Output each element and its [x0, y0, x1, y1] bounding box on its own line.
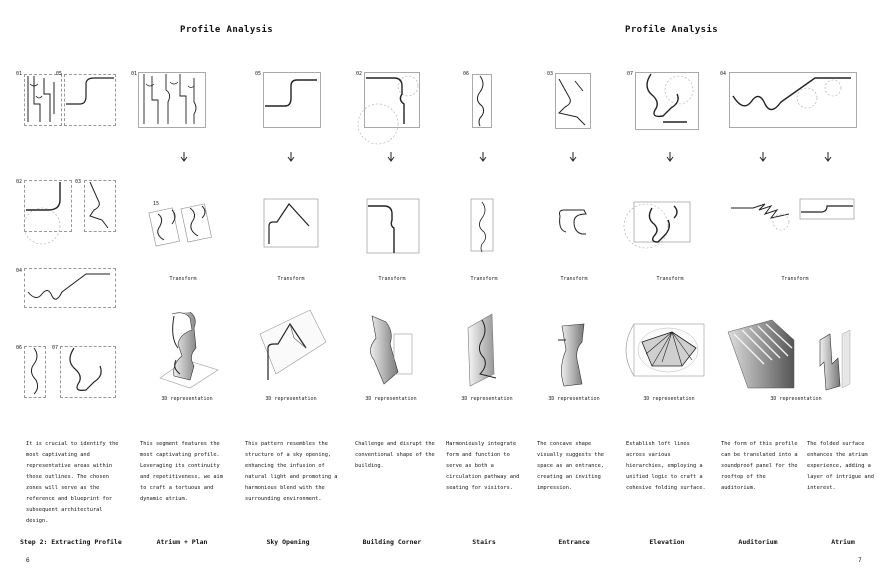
description-paragraph: It is crucial to identify the most captivating and representative areas within those outlines. The chosen zones will serve as the reference and blueprint for subsequent architectural design. [26, 441, 119, 524]
transform-label: Transform [470, 276, 498, 282]
profile-number: 02 [356, 71, 363, 77]
transform-drawing [624, 196, 694, 252]
profile-outline-drawing [364, 72, 418, 126]
arrow-down-icon [569, 152, 577, 162]
description-paragraph: The concave shape visually suggests the space as an entrance, creating an inviting impression. [537, 441, 604, 491]
profile-number: 15 [153, 201, 160, 207]
profile-outline-drawing [729, 72, 855, 126]
profile-outline-drawing [24, 268, 114, 306]
section-caption: Stairs [472, 538, 496, 546]
description-paragraph: Establish loft lines across various hierarchies, employing a unified logic to craft a cohesive folding surface. [626, 441, 706, 491]
transform-drawing [263, 198, 319, 248]
section-caption: Atrium [831, 538, 855, 546]
description-paragraph: This pattern resembles the structure of a sky opening, enhancing the infusion of natural light and promoting a harmonious blend with the surrounding environment. [245, 441, 338, 502]
arrow-down-icon [824, 152, 832, 162]
representation-label: 3D representation [265, 396, 317, 402]
section-caption: Atrium + Plan [156, 538, 208, 546]
arrow-down-icon [759, 152, 767, 162]
profile-outline-drawing [138, 72, 204, 126]
profile-number: 04 [720, 71, 727, 77]
description-paragraph: This segment features the most captivating profile. Leveraging its continuity and repetitiveness, we aim to craft a tortuous and dynamic atrium. [140, 441, 223, 502]
section-caption: Sky Opening [266, 538, 310, 546]
3d-model-drawing [552, 320, 592, 388]
profile-number: 01 [131, 71, 138, 77]
description-paragraph: The form of this profile can be translated into a soundproof panel for the rooftop of the auditorium. [721, 441, 798, 491]
profile-number: 07 [627, 71, 634, 77]
arrow-down-icon [479, 152, 487, 162]
representation-label: 3D representation [161, 396, 213, 402]
profile-outline-drawing [84, 180, 114, 230]
3d-model-drawing [462, 310, 502, 390]
representation-label: 3D representation [770, 396, 822, 402]
transform-drawing [366, 198, 420, 254]
transform-drawing [729, 200, 795, 228]
profile-number: 05 [56, 71, 63, 77]
profile-number: 01 [16, 71, 23, 77]
3d-model-drawing [726, 318, 796, 392]
arrow-down-icon [180, 152, 188, 162]
representation-label: 3D representation [365, 396, 417, 402]
3d-model-drawing [258, 308, 328, 382]
transform-label: Transform [781, 276, 809, 282]
transform-label: Transform [169, 276, 197, 282]
arrow-down-icon [387, 152, 395, 162]
transform-drawing [150, 196, 216, 254]
description-paragraph: Challenge and disrupt the conventional shape of the building. [355, 441, 435, 469]
description-paragraph: Harmoniously integrate form and function to serve as both a circulation pathway and seating for visitors. [446, 441, 520, 491]
profile-outline-drawing [555, 73, 589, 127]
section-caption: Elevation [649, 538, 685, 546]
description-paragraph: The folded surface enhances the atrium experience, adding a layer of intrigue and interest. [807, 441, 874, 491]
profile-outline-drawing [24, 346, 44, 396]
profile-number: 06 [463, 71, 470, 77]
profile-outline-drawing [263, 72, 319, 126]
representation-label: 3D representation [643, 396, 695, 402]
page-number: 6 [26, 557, 30, 564]
profile-number: 03 [547, 71, 554, 77]
profile-number: 07 [52, 345, 59, 351]
arrow-down-icon [287, 152, 295, 162]
profile-number: 06 [16, 345, 23, 351]
profile-outline-drawing [635, 72, 697, 128]
3d-model-drawing [816, 328, 852, 392]
representation-label: 3D representation [548, 396, 600, 402]
left-page-title: Profile Analysis [180, 25, 274, 35]
3d-model-drawing [364, 310, 414, 390]
3d-model-drawing [622, 320, 706, 380]
profile-number: 05 [255, 71, 262, 77]
profile-number: 03 [75, 179, 82, 185]
profile-number: 04 [16, 268, 23, 274]
right-page-title: Profile Analysis [625, 25, 719, 35]
transform-label: Transform [656, 276, 684, 282]
transform-drawing [799, 198, 855, 220]
transform-drawing [470, 198, 494, 252]
profile-number: 02 [16, 179, 23, 185]
representation-label: 3D representation [461, 396, 513, 402]
section-caption: Entrance [558, 538, 590, 546]
transform-label: Transform [277, 276, 305, 282]
transform-drawing [554, 200, 592, 240]
section-caption: Building Corner [362, 538, 422, 546]
profile-outline-drawing [64, 74, 114, 124]
section-caption: Auditorium [738, 538, 778, 546]
profile-outline-drawing [472, 74, 490, 126]
profile-outline-drawing [24, 180, 70, 230]
profile-outline-drawing [60, 346, 114, 396]
arrow-down-icon [666, 152, 674, 162]
page-number: 7 [858, 557, 862, 564]
transform-label: Transform [560, 276, 588, 282]
profile-outline-drawing [24, 74, 60, 124]
3d-model-drawing [150, 308, 220, 390]
section-caption: Step 2: Extracting Profile [20, 538, 122, 546]
transform-label: Transform [378, 276, 406, 282]
